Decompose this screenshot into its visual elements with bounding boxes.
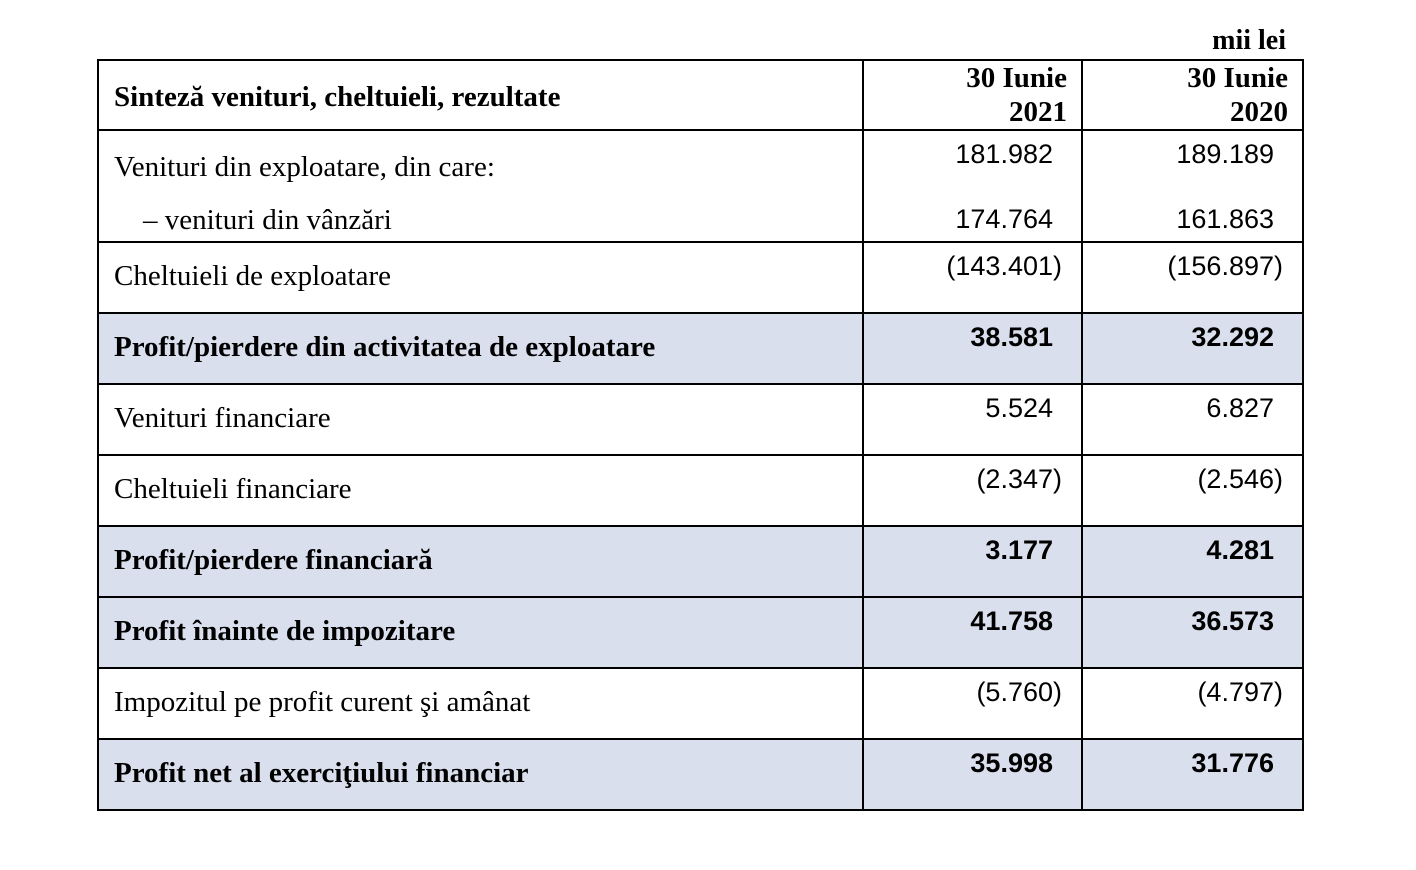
value-2020: (156.897) (1167, 251, 1283, 281)
sub-value-2020: 161.863 (1176, 204, 1274, 234)
sub-value-2021: 174.764 (955, 204, 1053, 234)
row-label: Cheltuieli financiare (114, 473, 352, 505)
value-2020: 6.827 (1206, 393, 1274, 423)
table-row (98, 130, 1303, 242)
value-2021: 5.524 (985, 393, 1053, 423)
column-header-2021-line1: 30 Iunie (966, 62, 1067, 94)
table-row (98, 597, 1303, 668)
row-label: Impozitul pe profit curent şi amânat (114, 686, 531, 718)
value-2020: 4.281 (1206, 535, 1274, 565)
table-row (98, 313, 1303, 384)
value-2020: 189.189 (1176, 139, 1274, 169)
row-label: Venituri financiare (114, 402, 331, 434)
value-2021: (143.401) (946, 251, 1062, 281)
table-row (98, 526, 1303, 597)
column-header-2021-line2: 2021 (1009, 96, 1067, 128)
value-2021: 181.982 (955, 139, 1053, 169)
value-2021: 41.758 (970, 606, 1053, 636)
table-title: Sinteză venituri, cheltuieli, rezultate (114, 81, 561, 113)
value-2021: 35.998 (970, 748, 1053, 778)
row-label: Profit înainte de impozitare (114, 615, 456, 647)
header-2021-cell (863, 60, 1082, 130)
financial-summary-table (97, 59, 1304, 811)
value-2021: 3.177 (985, 535, 1053, 565)
table-row (98, 242, 1303, 313)
unit-label: mii lei (1212, 25, 1286, 56)
header-title-cell (98, 60, 863, 130)
column-header-2020 (1083, 61, 1302, 129)
row-label: Profit/pierdere financiară (114, 544, 433, 576)
table-header-row (98, 60, 1303, 130)
row-label: Profit net al exerciţiului financiar (114, 757, 529, 789)
row-label: Profit/pierdere din activitatea de exploatare (114, 331, 656, 363)
value-2020: 36.573 (1191, 606, 1274, 636)
table-row (98, 739, 1303, 810)
table-row (98, 455, 1303, 526)
value-2020: (2.546) (1197, 464, 1283, 494)
column-header-2021 (864, 61, 1081, 129)
value-2021: 38.581 (970, 322, 1053, 352)
column-header-2020-line2: 2020 (1230, 96, 1288, 128)
table-row (98, 668, 1303, 739)
header-2020-cell (1082, 60, 1303, 130)
value-2020: 31.776 (1191, 748, 1274, 778)
value-2020: 32.292 (1191, 322, 1274, 352)
row-sub-label: – venituri din vânzări (143, 204, 392, 236)
column-header-2020-line1: 30 Iunie (1187, 62, 1288, 94)
value-2021: (5.760) (976, 677, 1062, 707)
row-label: Cheltuieli de exploatare (114, 260, 392, 292)
table-row (98, 384, 1303, 455)
value-2021: (2.347) (976, 464, 1062, 494)
value-2020: (4.797) (1197, 677, 1283, 707)
row-label: Venituri din exploatare, din care: (114, 151, 495, 183)
